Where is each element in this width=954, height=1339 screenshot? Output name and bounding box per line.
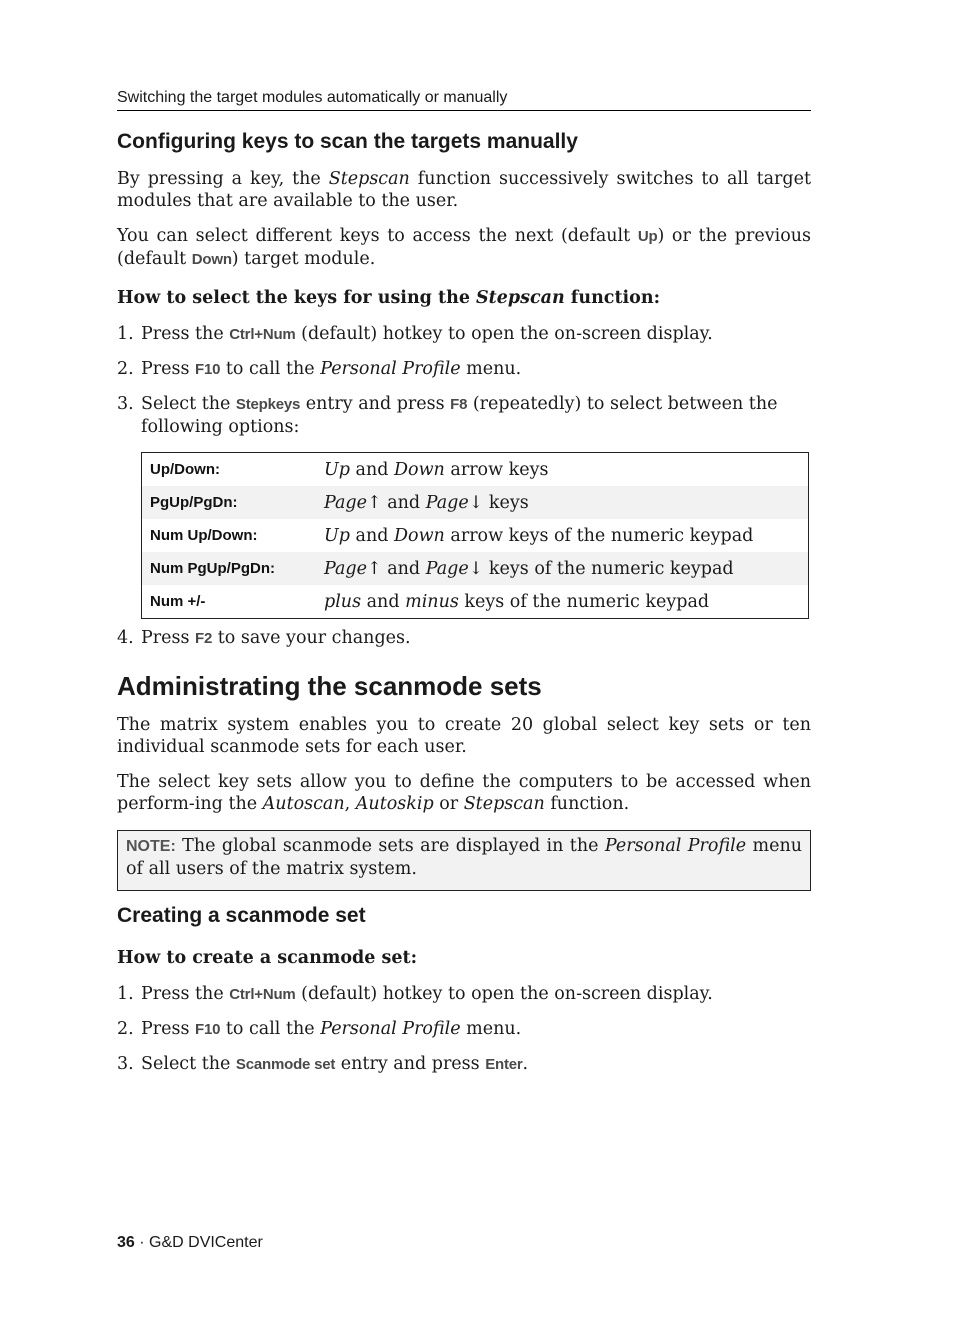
page-number: 36 [117,1234,135,1251]
key-down: Down [191,251,232,268]
paragraph-stepscan-intro: By pressing a key, the Stepscan function successively switches to all target modules that are available to the user. [117,169,811,211]
section-heading-scan-keys: Configuring keys to scan the targets manually [117,130,578,153]
paragraph-select-key-sets: The select key sets allow you to define the computers to be accessed when perform-ing the Autoscan, Autoskip or Stepscan function. [117,772,811,814]
table-row: Num Up/Down: Up and Down arrow keys of the numeric keypad [150,525,754,546]
section-heading-scanmode-sets: Administrating the scanmode sets [117,671,542,701]
section-heading-create-scanmode: Creating a scanmode set [117,904,366,927]
paragraph-scanmode-intro: The matrix system enables you to create 20 global select key sets or ten individual scanmode sets for each user. [117,715,811,757]
table-row: Up/Down: Up and Down arrow keys [150,459,549,480]
page-footer: 36 · G&D DVICenter [117,1234,263,1251]
howto-heading-scanmode: How to create a scanmode set: [117,948,418,968]
paragraph-default-keys: You can select different keys to access the next (default Up) or the previous (default Down) target module. [117,226,812,269]
stepkeys-options-table [141,452,809,619]
table-row: Num PgUp/PgDn: Page↑ and Page↓ keys of the numeric keypad [142,552,809,585]
howto-heading-stepscan: How to select the keys for using the Stepscan function: [117,288,661,308]
note-box: NOTE: The global scanmode sets are displayed in the Personal Profile menu of all users of the matrix system. [117,830,811,891]
document-title: G&D DVICenter [149,1234,263,1251]
table-row: PgUp/PgDn: Page↑ and Page↓ keys [142,486,809,519]
table-row: Num +/- plus and minus keys of the numeric keypad [150,591,710,612]
note-label: NOTE: [126,838,176,855]
running-header: Switching the target modules automatically or manually [117,89,811,111]
key-up: Up [637,228,658,245]
